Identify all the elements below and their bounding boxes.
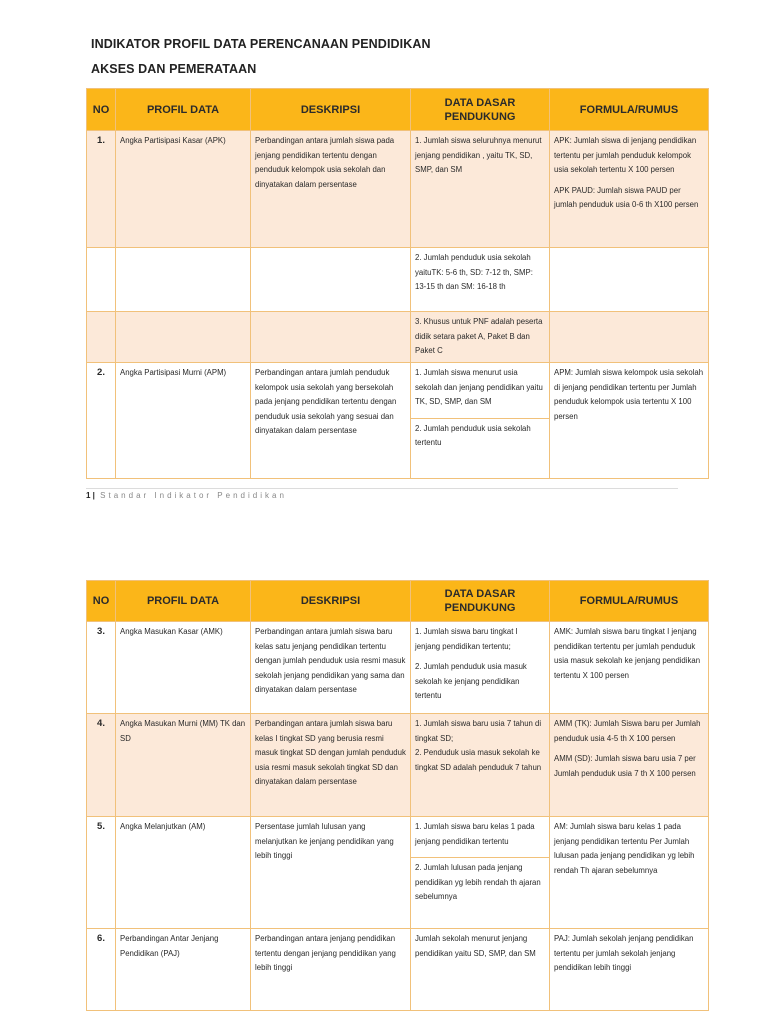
data-item: 2. Jumlah penduduk usia sekolah tertentu [411, 418, 549, 451]
formula-cell: APM: Jumlah siswa kelompok usia sekolah di jenjang pendidikan tertentu per Jumlah penduduk kelompok usia tertentu X 100 persen [550, 363, 709, 479]
section-title: AKSES DAN PEMERATAAN [91, 62, 257, 76]
table-row [87, 363, 709, 479]
deskripsi-cell: Perbandingan antara jumlah siswa baru kelas I tingkat SD yang berusia resmi masuk tingkat SD dengan jumlah penduduk usia resmi masuk sekolah tingkat SD dan dinyatakan dalam persentase [251, 714, 411, 817]
data-item: 1. Jumlah siswa baru usia 7 tahun di tingkat SD; [415, 719, 542, 743]
header-no: NO [87, 581, 116, 622]
data-item: 1. Jumlah siswa baru kelas 1 pada jenjang pendidikan tertentu [415, 822, 535, 846]
indicator-table-1 [86, 88, 709, 479]
deskripsi-cell: Perbandingan antara jumlah siswa baru kelas satu jenjang pendidikan tertentu dengan jumlah penduduk usia resmi masuk sekolah jenjang pendidikan yang sama dan dinyatakan dalam persentase [251, 622, 411, 714]
formula-cell: AMK: Jumlah siswa baru tingkat I jenjang pendidikan tertentu per jumlah penduduk usia masuk sekolah ke jenjang pendidikan tertentu X 100 persen [550, 622, 709, 714]
deskripsi-cell: Perbandingan antara jumlah penduduk kelompok usia sekolah yang bersekolah pada jenjang pendidikan tertentu dengan penduduk usia sekolah yang sesuai dan dinyatakan dalam persentase [251, 363, 411, 479]
row-number: 4. [87, 714, 116, 817]
row-number: 6. [87, 929, 116, 1011]
row-number: 1. [87, 131, 116, 248]
header-formula: FORMULA/RUMUS [550, 581, 709, 622]
table-row [87, 714, 709, 817]
header-data-dasar: DATA DASAR PENDUKUNG [411, 581, 550, 622]
formula-cell [550, 131, 709, 248]
header-no: NO [87, 89, 116, 131]
table-row [87, 131, 709, 248]
row-number: 2. [87, 363, 116, 479]
table-row [87, 817, 709, 929]
data-cell: 3. Khusus untuk PNF adalah peserta didik setara paket A, Paket B dan Paket C [411, 312, 550, 363]
deskripsi-cell: Perbandingan antara jumlah siswa pada jenjang pendidikan tertentu dengan penduduk kelompok usia sekolah dan dinyatakan dalam persentase [251, 131, 411, 248]
data-item: 2. Penduduk usia masuk sekolah ke tingkat SD adalah penduduk 7 tahun [415, 748, 542, 772]
data-item: 1. Jumlah siswa baru tingkat I jenjang pendidikan tertentu; [415, 627, 518, 651]
header-profil-data: PROFIL DATA [116, 89, 251, 131]
data-item: 2. Jumlah penduduk usia masuk sekolah ke jenjang pendidikan tertentu [415, 662, 527, 700]
data-item: 2. Jumlah lulusan pada jenjang pendidikan yg lebih rendah th ajaran sebelumnya [411, 857, 549, 905]
page-number: 1 | [86, 491, 95, 500]
formula-item: AMM (TK): Jumlah Siswa baru per Jumlah penduduk usia 4-5 th X 100 persen [554, 719, 701, 743]
data-cell: 2. Jumlah penduduk usia sekolah yaituTK: 5-6 th, SD: 7-12 th, SMP: 13-15 th dan SM: 16-18 th [411, 248, 550, 312]
profil-cell: Angka Masukan Murni (MM) TK dan SD [116, 714, 251, 817]
document-title: INDIKATOR PROFIL DATA PERENCANAAN PENDIDIKAN [91, 37, 431, 51]
row-number: 3. [87, 622, 116, 714]
formula-cell [550, 714, 709, 817]
header-profil-data: PROFIL DATA [116, 581, 251, 622]
table-row [87, 312, 709, 363]
data-item: 1. Jumlah siswa menurut usia sekolah dan jenjang pendidikan yaitu TK, SD, SMP, dan SM [415, 368, 543, 406]
table-row [87, 248, 709, 312]
formula-item: AMM (SD): Jumlah siswa baru usia 7 per Jumlah penduduk usia 7 th X 100 persen [554, 754, 696, 778]
data-item: 1. Jumlah siswa seluruhnya menurut jenjang pendidikan , yaitu TK, SD, SMP, dan SM [415, 136, 542, 174]
data-cell [411, 363, 550, 479]
indicator-table-2 [86, 580, 709, 1011]
data-cell [411, 622, 550, 714]
formula-cell: PAJ: Jumlah sekolah jenjang pendidikan tertentu per jumlah sekolah jenjang pendidikan lebih tinggi [550, 929, 709, 1011]
data-cell: Jumlah sekolah menurut jenjang pendidikan yaitu SD, SMP, dan SM [411, 929, 550, 1011]
formula-cell: AM: Jumlah siswa baru kelas 1 pada jenjang pendidikan tertentu Per Jumlah lulusan pada jenjang pendidikan yg lebih rendah Th ajaran sebelumnya [550, 817, 709, 929]
profil-cell: Perbandingan Antar Jenjang Pendidikan (PAJ) [116, 929, 251, 1011]
formula-item: APK PAUD: Jumlah siswa PAUD per jumlah penduduk usia 0-6 th X100 persen [554, 185, 699, 209]
page-footer [86, 488, 678, 500]
table-row [87, 929, 709, 1011]
formula-item: APK: Jumlah siswa di jenjang pendidikan tertentu per jumlah penduduk kelompok usia sekolah tertentu X 100 persen [554, 136, 697, 174]
profil-cell: Angka Partisipasi Kasar (APK) [116, 131, 251, 248]
data-cell [411, 714, 550, 817]
header-data-dasar: DATA DASAR PENDUKUNG [411, 89, 550, 131]
deskripsi-cell: Persentase jumlah lulusan yang melanjutkan ke jenjang pendidikan yang lebih tinggi [251, 817, 411, 929]
header-deskripsi: DESKRIPSI [251, 89, 411, 131]
profil-cell: Angka Masukan Kasar (AMK) [116, 622, 251, 714]
footer-text: Standar Indikator Pendidikan [100, 491, 287, 500]
data-cell [411, 131, 550, 248]
table-row [87, 622, 709, 714]
data-cell [411, 817, 550, 929]
header-deskripsi: DESKRIPSI [251, 581, 411, 622]
header-formula: FORMULA/RUMUS [550, 89, 709, 131]
profil-cell: Angka Partisipasi Murni (APM) [116, 363, 251, 479]
row-number: 5. [87, 817, 116, 929]
deskripsi-cell: Perbandingan antara jenjang pendidikan tertentu dengan jenjang pendidikan yang lebih tinggi [251, 929, 411, 1011]
profil-cell: Angka Melanjutkan (AM) [116, 817, 251, 929]
